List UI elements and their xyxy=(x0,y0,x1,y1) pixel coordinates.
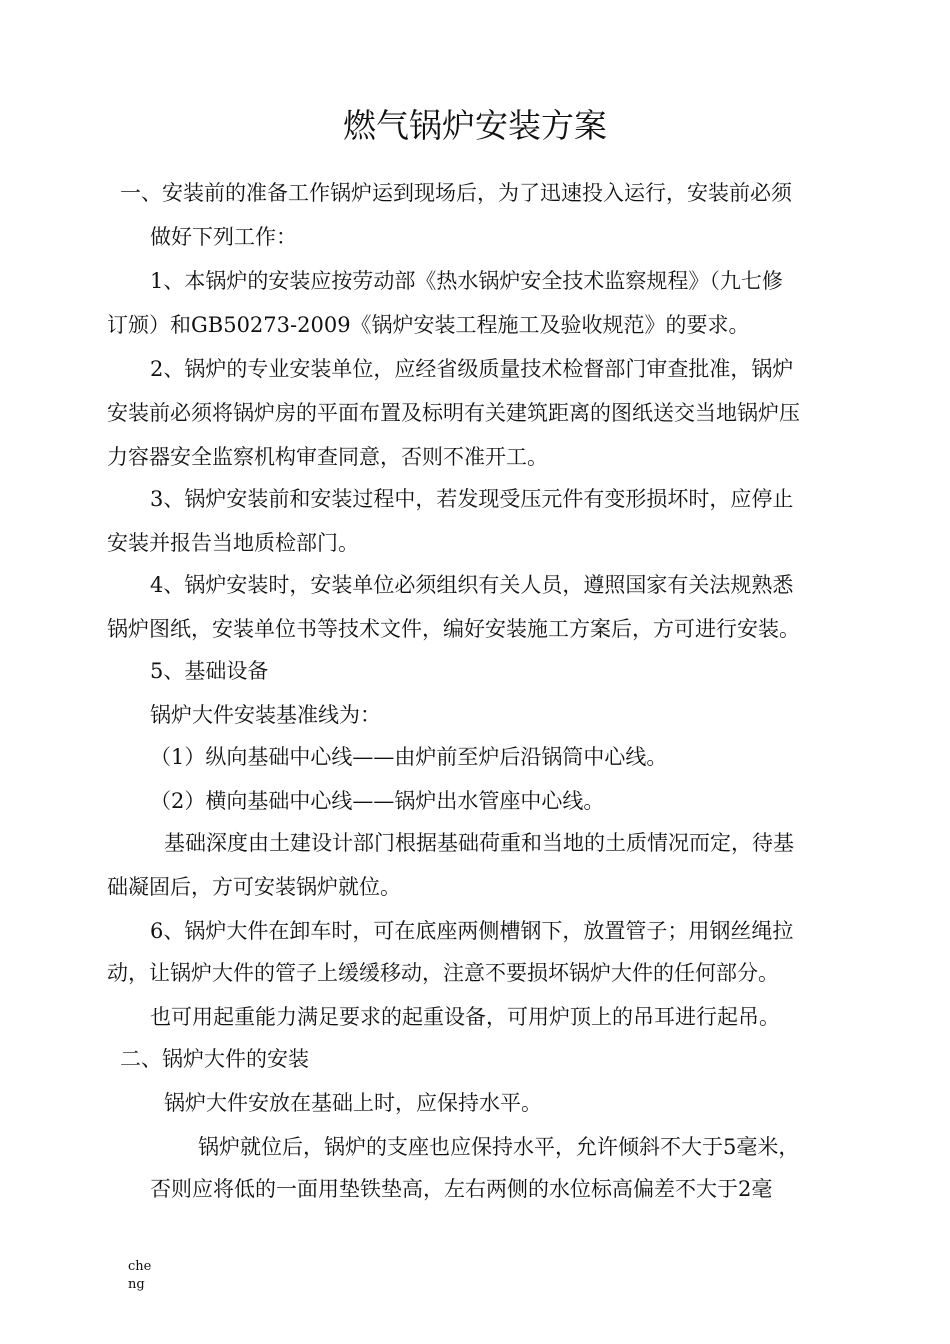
paragraph-line: 锅炉图纸，安装单位书等技术文件，编好安装施工方案后，方可进行安装。 xyxy=(107,617,800,641)
paragraph-line: 安装并报告当地质检部门。 xyxy=(107,531,359,555)
paragraph-line-item-5: 5、基础设备 xyxy=(150,659,269,683)
paragraph-line-item-6: 6、锅炉大件在卸车时，可在底座两侧槽钢下，放置管子；用钢丝绳拉 xyxy=(150,919,794,943)
paragraph-line-item-4: 4、锅炉安装时，安装单位必须组织有关人员，遵照国家有关法规熟悉 xyxy=(150,573,794,597)
paragraph-line-section-1-heading: 一、安装前的准备工作锅炉运到现场后，为了迅速投入运行，安装前必须 xyxy=(120,181,792,205)
paragraph-line: 安装前必须将锅炉房的平面布置及标明有关建筑距离的图纸送交当地锅炉压 xyxy=(107,401,800,425)
paragraph-line: 订颁）和GB50273-2009《锅炉安装工程施工及验收规范》的要求。 xyxy=(107,313,750,337)
paragraph-line-item-2: 2、锅炉的专业安装单位，应经省级质量技术检督部门审查批准，锅炉 xyxy=(150,357,794,381)
paragraph-line: 础凝固后，方可安装锅炉就位。 xyxy=(107,875,401,899)
paragraph-line: 锅炉大件安装基准线为： xyxy=(150,703,381,727)
paragraph-line-subitem-1: （1）纵向基础中心线——由炉前至炉后沿锅筒中心线。 xyxy=(150,745,668,769)
paragraph-line: 否则应将低的一面用垫铁垫高，左右两侧的水位标高偏差不大于2毫 xyxy=(150,1177,773,1201)
paragraph-line-item-1: 1、本锅炉的安装应按劳动部《热水锅炉安全技术监察规程》（九七修 xyxy=(150,269,783,293)
paragraph-line: 力容器安全监察机构审查同意，否则不准开工。 xyxy=(107,445,548,469)
paragraph-line-section-2-heading: 二、锅炉大件的安装 xyxy=(120,1047,309,1071)
paragraph-line: 锅炉就位后，锅炉的支座也应保持水平，允许倾斜不大于5毫米， xyxy=(198,1135,800,1159)
page-footer-text: cheng xyxy=(128,1259,152,1292)
paragraph-line: 锅炉大件安放在基础上时，应保持水平。 xyxy=(164,1091,542,1115)
paragraph-line: 基础深度由土建设计部门根据基础荷重和当地的土质情况而定，待基 xyxy=(164,831,794,855)
paragraph-line: 做好下列工作： xyxy=(150,225,297,249)
paragraph-line-subitem-2: （2）横向基础中心线——锅炉出水管座中心线。 xyxy=(150,789,605,813)
paragraph-line: 动，让锅炉大件的管子上缓缓移动，注意不要损坏锅炉大件的任何部分。 xyxy=(107,961,779,985)
document-title: 燃气锅炉安装方案 xyxy=(343,106,607,145)
paragraph-line-item-3: 3、锅炉安装前和安装过程中，若发现受压元件有变形损坏时，应停止 xyxy=(150,487,794,511)
paragraph-line: 也可用起重能力满足要求的起重设备，可用炉顶上的吊耳进行起吊。 xyxy=(150,1005,780,1029)
